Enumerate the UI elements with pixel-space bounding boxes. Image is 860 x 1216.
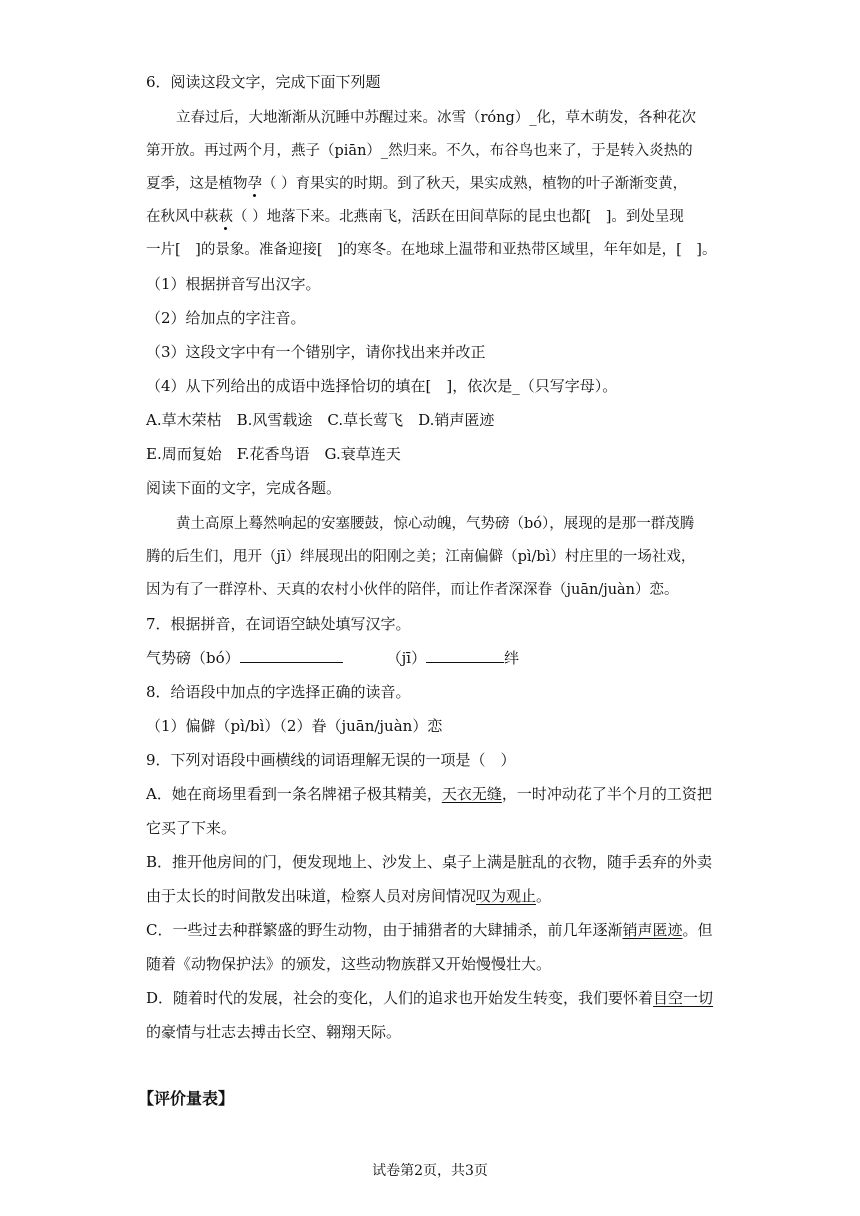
q6-sub2: （2）给加点的字注音。 xyxy=(146,309,306,327)
passage-line: 在秋风中萩萩（ ）地落下来。北燕南飞，活跃在田间草际的昆虫也都[ ]。到处呈现 xyxy=(146,209,684,225)
q6-sub1: （1）根据拼音写出汉字。 xyxy=(146,275,321,293)
q9-option-c: C．一些过去种群繁盛的野生动物，由于捕猎者的大肆捕杀，前几年逐渐销声匿迹。但 xyxy=(146,921,713,939)
passage-line: 黄土高原上蓦然响起的安塞腰鼓，惊心动魄，气势磅（bó），展现的是那一群茂腾 xyxy=(176,516,695,532)
q6-title: 6．阅读这段文字，完成下面下列题 xyxy=(146,73,381,91)
answer-blank[interactable] xyxy=(426,648,504,663)
q6-options-row2: E.周而复始 F.花香鸟语 G.衰草连天 xyxy=(146,445,401,463)
page-footer: 试卷第2页，共3页 xyxy=(372,1163,488,1179)
q6-sub3: （3）这段文字中有一个错别字，请你找出来并改正 xyxy=(146,343,486,361)
q6-sub4: （4）从下列给出的成语中选择恰切的填在[ ]，依次是_（只写字母）。 xyxy=(146,377,618,395)
answer-blank[interactable] xyxy=(240,648,343,663)
passage-line: 一片[ ]的景象。准备迎接[ ]的寒冬。在地球上温带和亚热带区域里，年年如是，[ ]。 xyxy=(146,242,717,258)
q8-title: 8．给语段中加点的字选择正确的读音。 xyxy=(146,683,411,701)
q6-options-row1: A.草木荣枯 B.风雪载途 C.草长莺飞 D.销声匿迹 xyxy=(146,411,495,429)
q7-answer-line: 气势磅（bó） （jī） 绊 xyxy=(146,649,520,667)
dotted-char: 萩 xyxy=(218,209,233,225)
passage-line: 腾的后生们，甩开（jī）绊展现出的阳刚之美；江南偏僻（pì/bì）村庄里的一场社戏， xyxy=(146,549,696,565)
q9-title: 9．下列对语段中画横线的词语理解无误的一项是（ ） xyxy=(146,751,516,769)
passage-line: 立春过后，大地渐渐从沉睡中苏醒过来。冰雪（róng）_化，草木萌发，各种花次 xyxy=(176,110,697,126)
q9-option-d: D．随着时代的发展，社会的变化，人们的追求也开始发生转变，我们要怀着目空一切 xyxy=(146,989,714,1007)
passage-line: 因为有了一群淳朴、天真的农村小伙伴的陪伴，而让作者深深眷（juān/juàn）恋。 xyxy=(146,582,679,598)
q7-title: 7．根据拼音，在词语空缺处填写汉字。 xyxy=(146,615,411,633)
q9-option-b: B．推开他房间的门，便发现地上、沙发上、桌子上满是脏乱的衣物，随手丢弃的外卖 xyxy=(146,853,713,871)
passage-line: 第开放。再过两个月，燕子（piān）_然归来。不久，布谷鸟也来了，于是转入炎热的 xyxy=(146,143,693,159)
passage-line: 夏季，这是植物孕（ ）育果实的时期。到了秋天，果实成熟，植物的叶子渐渐变黄， xyxy=(146,176,688,192)
dotted-char: 孕 xyxy=(247,176,262,192)
q8-items: （1）偏僻（pì/bì）（2）眷（juān/juàn）恋 xyxy=(146,717,443,735)
q9-option-a: A．她在商场里看到一条名牌裙子极其精美，天衣无缝，一时冲动花了半个月的工资把 xyxy=(146,785,712,803)
q9-option-a-cont: 它买了下来。 xyxy=(146,819,237,837)
q9-option-d-cont: 的豪情与壮志去搏击长空、翱翔天际。 xyxy=(146,1023,402,1041)
q9-option-c-cont: 随着《动物保护法》的颁发，这些动物族群又开始慢慢壮大。 xyxy=(146,955,552,973)
section-heading: 【评价量表】 xyxy=(138,1089,235,1108)
reading-intro: 阅读下面的文字，完成各题。 xyxy=(146,479,342,497)
q9-option-b-cont: 由于太长的时间散发出味道，检察人员对房间情况叹为观止。 xyxy=(146,887,552,905)
